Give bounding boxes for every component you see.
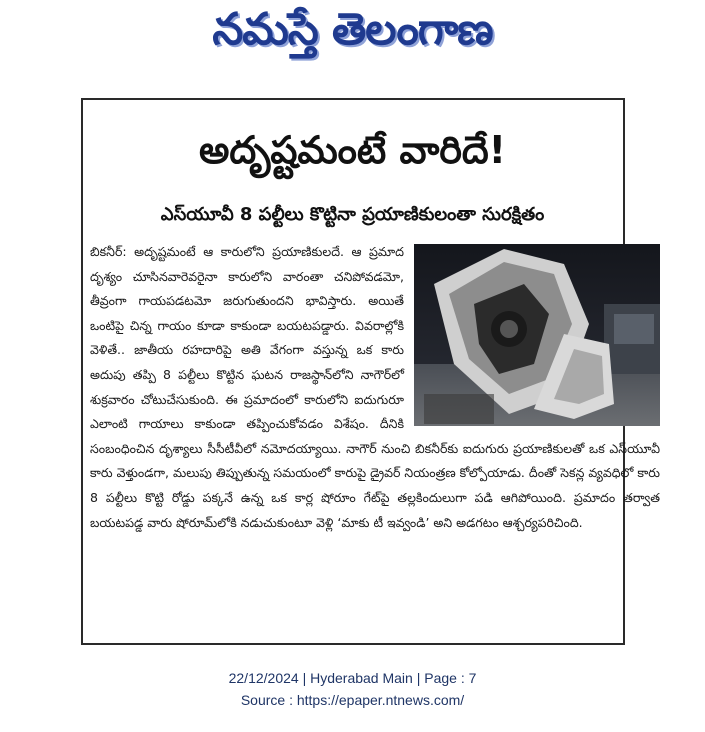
edition-info: 22/12/2024 | Hyderabad Main | Page : 7 (228, 670, 477, 686)
masthead-title: నమస్తే తెలంగాణ (212, 4, 493, 55)
accident-photo (414, 244, 660, 426)
article-body-container (90, 240, 660, 535)
overturned-car-image-icon (414, 244, 660, 426)
article-body: బికనీర్: అదృష్టమంటే ఆ కారులోని ప్రయాణికులదే. ఆ ప్రమాద దృశ్యం చూసినవారెవరైనా కారులోని వారంతా చనిపోవడమో, తీవ్రంగా గాయపడటమో జరుగుతుందని భావిస్తారు. అయితే ఒంటిపై చిన్న గాయం కూడా కాకుండా బయటపడ్డారు. వివరాల్లోకి వెళితే.. జాతీయ రహదారిపై అతి వేగంగా వస్తున్న ఒక కారు అదుపు తప్పి 8 పల్టీలు కొట్టిన ఘటన రాజస్థాన్‌లోని నాగౌర్‌లో శుక్రవారం చోటుచేసుకుంది. ఈ ప్రమాదంలో కారులోని ఐదుగురూ ఎలాంటి గాయాలు కాకుండా తప్పించుకోవడం విశేషం. దీనికి సంబంధించిన దృశ్యాలు సీసీటీవీలో నమోదయ్యాయి. నాగౌర్ నుంచి బికనీర్‌కు ఐదుగురు ప్రయాణికులతో ఒక ఎస్‌యూవీ కారు వెళ్తుండగా, మలుపు తిప్పుతున్న సమయంలో కారుపై డ్రైవర్ నియంత్రణ కోల్పోయాడు. దీంతో సెకన్ల వ్యవధిలో కారు 8 పల్టీలు కొట్టి రోడ్డు పక్కనే ఉన్న ఒక కార్ల షోరూం గేట్‌పై తల్లకిందులుగా పడి ఆగిపోయింది. ప్రమాదం తర్వాత బయటపడ్డ వారు షోరూమ్‌లోకి నడుచుకుంటూ వెళ్లి ‘మాకు టీ ఇవ్వండి’ అని అడగటం ఆశ్చర్యపరిచింది. (90, 244, 660, 530)
article-subheadline: ఎస్‌యూవీ 8 పల్టీలు కొట్టినా ప్రయాణికులంతా సురక్షితం (160, 204, 545, 225)
article-headline: అదృష్టమంటే వారిదే! (198, 128, 507, 172)
source-info: Source : https://epaper.ntnews.com/ (240, 692, 465, 708)
